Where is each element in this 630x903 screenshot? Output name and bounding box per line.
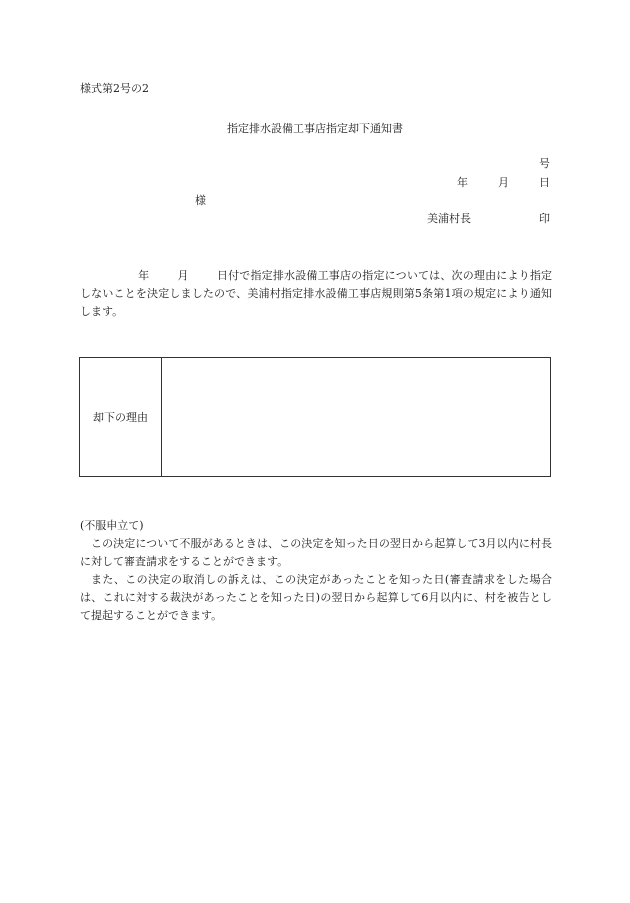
addressee-suffix: 様 (195, 194, 206, 207)
date-day-label: 日 (539, 176, 550, 189)
document-number-suffix: 号 (539, 157, 550, 170)
appeal-paragraph-2: また、この決定の取消しの訴えは、この決定があったことを知った日(審査請求をした場合は、これに対する裁決があったことを知った日)の翌日から起算して6月以内に、村を被告として提起することができます。 (80, 573, 552, 622)
seal-mark: 印 (539, 212, 550, 225)
reason-label: 却下の理由 (80, 358, 162, 476)
issuer (427, 212, 550, 226)
form-number: 様式第2号の2 (80, 82, 149, 95)
appeal-paragraph-1: この決定について不服があるときは、この決定を知った日の翌日から起算して3月以内に村長に対して審査請求をすることができます。 (80, 537, 552, 568)
appeal-section (80, 517, 552, 625)
appeal-heading: (不服申立て) (80, 519, 144, 532)
reason-value (162, 358, 550, 476)
date-year-label: 年 (457, 176, 468, 189)
body-year-label: 年 (138, 269, 150, 282)
notice-body (80, 267, 552, 321)
reason-table (79, 357, 551, 477)
issuer-name: 美浦村長 (427, 212, 471, 225)
body-text: 日付で指定排水設備工事店の指定については、次の理由により指定しないことを決定しましたので、美浦村指定排水設備工事店規則第5条第1項の規定により通知します。 (80, 269, 553, 318)
issue-date (457, 176, 550, 190)
body-month-label: 月 (177, 269, 189, 282)
date-month-label: 月 (498, 176, 509, 189)
document-title: 指定排水設備工事店指定却下通知書 (227, 122, 403, 135)
